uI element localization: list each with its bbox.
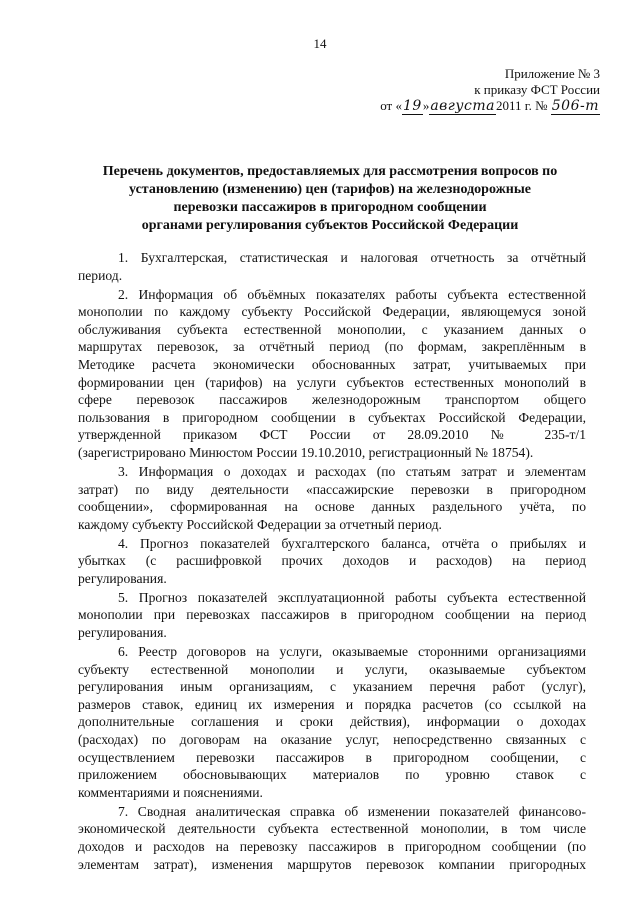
- paragraph-line: осуществлением перевозки пассажиров в пригородном сообщении, с: [78, 749, 586, 765]
- paragraph-line: 5. Прогноз показателей эксплуатационной работы субъекта естественной: [118, 589, 586, 605]
- paragraph-line: монополии при перевозках пассажиров в пригородном сообщении на период: [78, 607, 586, 623]
- paragraph-line: дополнительные соглашения и сроки действия), информации о доходах: [78, 714, 586, 730]
- paragraph-line: 1. Бухгалтерская, статистическая и налоговая отчетность за отчётный: [118, 250, 586, 265]
- paragraph-line: 6. Реестр договоров на услуги, оказываемые сторонними организациями: [118, 644, 586, 660]
- paragraph-line: монополии по каждому субъекту Российской Федерации, являющемуся зоной: [78, 304, 586, 320]
- list-item: [78, 535, 586, 588]
- title-line: органами регулирования субъектов Российской Федерации: [141, 218, 519, 233]
- title-line: установлению (изменению) цен (тарифов) на железнодорожные: [129, 182, 531, 197]
- list-item: [78, 249, 586, 284]
- appendix-label: Приложение № 3: [504, 66, 600, 81]
- handwritten-month: августа: [430, 98, 495, 114]
- date-prefix: от «: [380, 98, 402, 113]
- page-number: 14: [313, 36, 327, 51]
- title-line: перевозки пассажиров в пригородном сообщении: [173, 200, 487, 215]
- list-item: [78, 803, 586, 873]
- paragraph-line: (зарегистрировано Минюстом России 19.10.2010, регистрационный № 18754).: [78, 444, 534, 460]
- paragraph-line: обслуживания субъекта естественной монополии, с указанием данных о: [78, 321, 586, 337]
- list-item: [78, 463, 586, 533]
- paragraph-line: приложением обосновывающих материалов по уровню ставок с: [78, 767, 586, 783]
- paragraph-line: период.: [78, 267, 123, 283]
- paragraph-line: (расходах) по договорам на оказание услуг, непосредственно связанных с: [78, 731, 586, 747]
- paragraph-line: сообщении», сформированная на основе данных раздельного учёта, по: [78, 499, 586, 515]
- paragraph-line: 7. Сводная аналитическая справка об изменении показателей финансово-: [118, 803, 586, 819]
- title-line: Перечень документов, предоставляемых для рассмотрения вопросов по: [102, 164, 558, 179]
- order-date-line: [380, 98, 600, 114]
- paragraph-line: утвержденной приказом ФСТ России от 28.09.2010 № 235-т/1: [78, 427, 586, 443]
- paragraph-line: затрат) по виду деятельности «пассажирские перевозки в пригородном: [78, 481, 586, 497]
- paragraph-line: экономической деятельности субъекта естественной монополии, в том числе: [78, 821, 586, 837]
- paragraph-line: каждому субъекту Российской Федерации за отчетный период.: [78, 516, 442, 532]
- paragraph-line: 3. Информация о доходах и расходах (по статьям затрат и элементам: [118, 463, 586, 479]
- list-item: [78, 286, 586, 462]
- paragraph-line: регулирования.: [78, 570, 167, 586]
- date-year: 2011 г. №: [495, 98, 548, 113]
- paragraph-line: размеров ставок, единиц их измерения и порядка расчетов (со ссылкой на: [78, 696, 586, 712]
- appendix-header: [380, 66, 600, 114]
- handwritten-number: 506-т: [551, 98, 599, 114]
- paragraph-line: регулирования иным организациям, с указанием перечня работ (услуг),: [78, 679, 586, 695]
- paragraph-line: комментариями и пояснениями.: [78, 784, 263, 800]
- paragraph-line: 4. Прогноз показателей бухгалтерского баланса, отчёта о прибылях и: [118, 535, 586, 551]
- paragraph-line: субъекту естественной монополии и услуги, оказываемые субъектом: [78, 661, 586, 677]
- paragraph-line: убытках (с расшифровкой прочих доходов и расходов) на период: [78, 553, 586, 569]
- date-sep: »: [422, 98, 430, 113]
- paragraph-line: формировании цен (тарифов) на услуги субъектов естественных монополий в: [78, 374, 586, 390]
- paragraph-line: регулирования.: [78, 625, 167, 641]
- paragraph-line: 2. Информация об объёмных показателях работы субъекта естественной: [118, 286, 586, 302]
- document-body: [78, 249, 586, 875]
- list-item: [78, 589, 586, 642]
- paragraph-line: элементам затрат), изменения маршрутов перевозок компании пригородных: [78, 856, 586, 872]
- paragraph-line: Методике расчета экономически обоснованных затрат, учитываемых при: [78, 356, 586, 372]
- paragraph-line: сфере перевозок пассажиров железнодорожным транспортом общего: [78, 392, 586, 408]
- order-reference: к приказу ФСТ России: [474, 82, 600, 97]
- document-title: [50, 163, 610, 235]
- handwritten-day: 19: [402, 98, 422, 114]
- paragraph-line: доходов и расходов на перевозку пассажиров в пригородном сообщении (по: [78, 838, 586, 854]
- paragraph-line: маршрутах перевозок, за отчётный период (по формам, закреплённым в: [78, 339, 586, 355]
- paragraph-line: пользования в пригородном сообщении в субъектах Российской Федерации,: [78, 409, 586, 425]
- list-item: [78, 643, 586, 801]
